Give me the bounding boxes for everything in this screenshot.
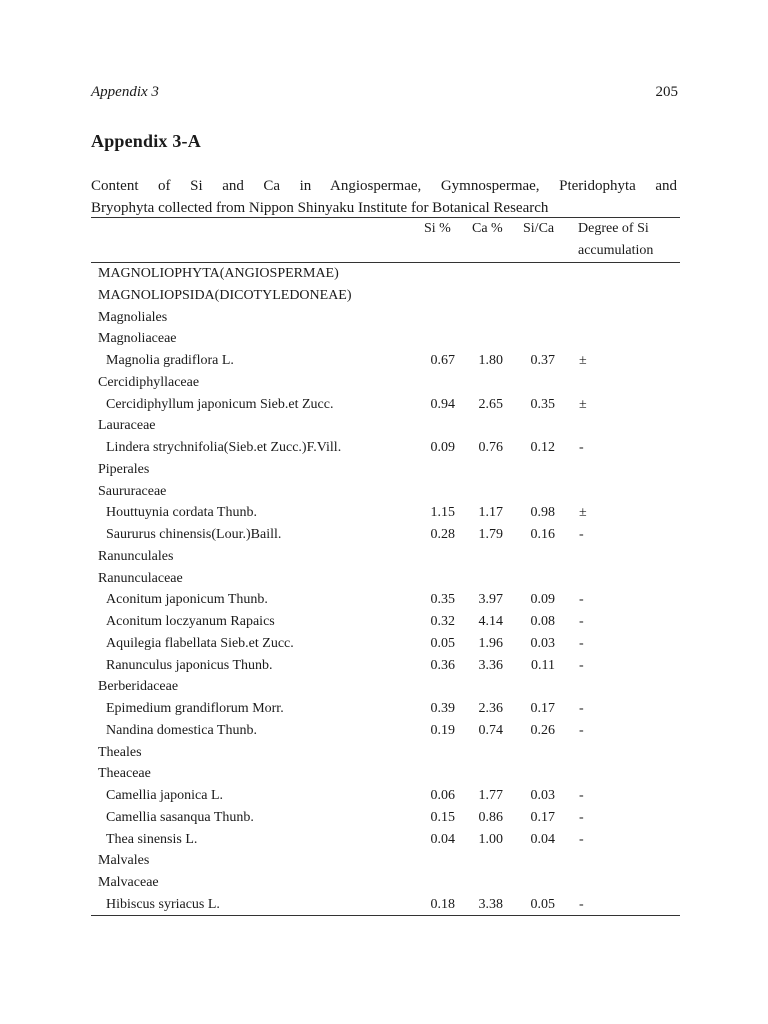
table-row-species bbox=[91, 589, 680, 611]
species-name: Camellia sasanqua Thunb. bbox=[106, 809, 254, 825]
taxon-name: MAGNOLIOPHYTA(ANGIOSPERMAE) bbox=[98, 266, 339, 281]
si-ca-ratio: 0.16 bbox=[530, 527, 555, 542]
si-accumulation-degree: - bbox=[579, 831, 584, 847]
ca-value: 3.38 bbox=[478, 896, 503, 912]
table-bottom-rule bbox=[91, 915, 680, 916]
si-ca-ratio: 0.03 bbox=[530, 635, 555, 651]
table-row-taxon-group bbox=[91, 742, 680, 764]
si-ca-ratio: 0.09 bbox=[530, 592, 555, 608]
taxon-name: Cercidiphyllaceae bbox=[98, 374, 200, 390]
species-name: Camellia japonica L. bbox=[106, 788, 224, 803]
si-value: 0.35 bbox=[430, 592, 455, 608]
species-name: Aconitum japonicum Thunb. bbox=[106, 592, 268, 608]
si-accumulation-degree: ± bbox=[579, 505, 587, 521]
si-accumulation-degree: - bbox=[579, 788, 584, 803]
col-header-degree-line2: accumulation bbox=[578, 243, 654, 258]
table-row-species bbox=[91, 894, 680, 916]
species-name: Hibiscus syriacus L. bbox=[106, 896, 220, 912]
species-name: Thea sinensis L. bbox=[106, 831, 198, 847]
si-ca-ratio: 0.35 bbox=[530, 396, 555, 412]
ca-value: 2.36 bbox=[478, 701, 503, 716]
table-row-species bbox=[91, 502, 680, 524]
si-ca-ratio: 0.26 bbox=[530, 722, 555, 738]
table-row-taxon-group bbox=[91, 872, 680, 894]
si-value: 0.18 bbox=[430, 896, 455, 912]
col-header-ca: Ca % bbox=[472, 221, 503, 236]
ca-value: 2.65 bbox=[478, 396, 503, 412]
taxon-name: Berberidaceae bbox=[98, 679, 179, 695]
ca-value: 0.74 bbox=[478, 722, 503, 738]
table-row-taxon-group bbox=[91, 568, 680, 590]
table-row-taxon-group bbox=[91, 415, 680, 437]
si-value: 0.15 bbox=[430, 809, 455, 825]
taxon-name: Ranunculales bbox=[98, 548, 174, 564]
table-row-species bbox=[91, 611, 680, 633]
si-ca-ratio: 0.04 bbox=[530, 831, 555, 847]
si-ca-ratio: 0.37 bbox=[530, 353, 555, 368]
table-row-species bbox=[91, 350, 680, 372]
si-value: 0.32 bbox=[430, 614, 455, 629]
si-value: 0.04 bbox=[430, 831, 455, 847]
si-ca-ratio: 0.17 bbox=[530, 701, 555, 716]
si-value: 0.19 bbox=[430, 722, 455, 738]
table-row-species bbox=[91, 807, 680, 829]
ca-value: 1.79 bbox=[478, 527, 503, 542]
si-accumulation-degree: - bbox=[579, 440, 584, 455]
table-row-taxon-group bbox=[91, 546, 680, 568]
species-name: Lindera strychnifolia(Sieb.et Zucc.)F.Vill. bbox=[106, 440, 342, 455]
table-row-taxon-group bbox=[91, 263, 680, 285]
ca-value: 1.80 bbox=[478, 353, 503, 368]
col-header-sica: Si/Ca bbox=[523, 221, 555, 236]
si-ca-ratio: 0.03 bbox=[530, 788, 555, 803]
table-row-species bbox=[91, 633, 680, 655]
si-ca-ratio: 0.11 bbox=[531, 657, 555, 673]
species-name: Saururus chinensis(Lour.)Baill. bbox=[106, 527, 282, 542]
taxon-name: MAGNOLIOPSIDA(DICOTYLEDONEAE) bbox=[98, 287, 352, 303]
caption-line-1: Content of Si and Ca in Angiospermae, Gymnospermae, Pteridophyta and bbox=[91, 178, 677, 194]
taxon-name: Magnoliales bbox=[98, 309, 168, 325]
si-accumulation-degree: - bbox=[579, 722, 584, 738]
si-accumulation-degree: - bbox=[579, 635, 584, 651]
si-value: 0.94 bbox=[430, 396, 455, 412]
table-row-taxon-group bbox=[91, 372, 680, 394]
table-top-rule bbox=[91, 217, 680, 218]
table-row-species bbox=[91, 785, 680, 807]
taxon-name: Lauraceae bbox=[98, 418, 156, 434]
taxon-name: Saururaceae bbox=[98, 483, 167, 499]
si-value: 1.15 bbox=[430, 505, 455, 521]
si-accumulation-degree: - bbox=[579, 527, 584, 542]
running-head: Appendix 3 bbox=[91, 84, 159, 100]
species-name: Epimedium grandiflorum Morr. bbox=[106, 701, 284, 716]
table-caption bbox=[91, 175, 677, 219]
taxon-name: Magnoliaceae bbox=[98, 331, 177, 347]
taxon-name: Malvales bbox=[98, 853, 150, 869]
table-row-species bbox=[91, 394, 680, 416]
taxon-name: Theales bbox=[98, 744, 142, 760]
table-row-taxon-group bbox=[91, 459, 680, 481]
si-accumulation-degree: - bbox=[579, 896, 584, 912]
si-accumulation-degree: - bbox=[579, 592, 584, 608]
si-accumulation-degree: - bbox=[579, 657, 584, 673]
data-table-body bbox=[91, 263, 680, 916]
table-row-taxon-group bbox=[91, 285, 680, 307]
table-row-species bbox=[91, 720, 680, 742]
si-accumulation-degree: ± bbox=[579, 353, 587, 368]
species-name: Nandina domestica Thunb. bbox=[106, 722, 257, 738]
section-title: Appendix 3-A bbox=[91, 131, 201, 151]
page-number: 205 bbox=[655, 84, 678, 100]
si-accumulation-degree: - bbox=[579, 701, 584, 716]
species-name: Houttuynia cordata Thunb. bbox=[106, 505, 257, 521]
table-row-taxon-group bbox=[91, 481, 680, 503]
table-row-species bbox=[91, 655, 680, 677]
si-value: 0.06 bbox=[430, 788, 455, 803]
si-ca-ratio: 0.17 bbox=[530, 809, 555, 825]
table-row-taxon-group bbox=[91, 676, 680, 698]
taxon-name: Theaceae bbox=[98, 766, 151, 782]
col-header-degree-line1: Degree of Si bbox=[578, 221, 649, 236]
si-ca-ratio: 0.98 bbox=[530, 505, 555, 521]
species-name: Cercidiphyllum japonicum Sieb.et Zucc. bbox=[106, 396, 334, 412]
si-value: 0.09 bbox=[430, 440, 455, 455]
taxon-name: Malvaceae bbox=[98, 875, 159, 890]
si-ca-ratio: 0.05 bbox=[530, 896, 555, 912]
table-row-taxon-group bbox=[91, 307, 680, 329]
ca-value: 1.17 bbox=[478, 505, 503, 521]
ca-value: 1.77 bbox=[478, 788, 503, 803]
si-accumulation-degree: ± bbox=[579, 396, 587, 412]
si-value: 0.05 bbox=[430, 635, 455, 651]
ca-value: 3.36 bbox=[478, 657, 503, 673]
si-accumulation-degree: - bbox=[579, 614, 584, 629]
si-value: 0.28 bbox=[430, 527, 455, 542]
table-row-species bbox=[91, 437, 680, 459]
si-ca-ratio: 0.08 bbox=[530, 614, 555, 629]
ca-value: 1.00 bbox=[478, 831, 503, 847]
table-row-species bbox=[91, 698, 680, 720]
table-row-taxon-group bbox=[91, 850, 680, 872]
col-header-si: Si % bbox=[424, 221, 451, 236]
ca-value: 0.86 bbox=[478, 809, 503, 825]
ca-value: 3.97 bbox=[478, 592, 503, 608]
ca-value: 4.14 bbox=[478, 614, 503, 629]
si-ca-ratio: 0.12 bbox=[530, 440, 555, 455]
table-row-species bbox=[91, 829, 680, 851]
table-row-species bbox=[91, 524, 680, 546]
si-value: 0.36 bbox=[430, 657, 455, 673]
species-name: Aconitum loczyanum Rapaics bbox=[106, 614, 275, 629]
species-name: Ranunculus japonicus Thunb. bbox=[106, 657, 273, 673]
caption-line-2: Bryophyta collected from Nippon Shinyaku Institute for Botanical Research bbox=[91, 200, 549, 216]
si-value: 0.39 bbox=[430, 701, 455, 716]
ca-value: 1.96 bbox=[478, 635, 503, 651]
si-value: 0.67 bbox=[430, 353, 455, 368]
table-row-taxon-group bbox=[91, 763, 680, 785]
species-name: Aquilegia flabellata Sieb.et Zucc. bbox=[106, 635, 294, 651]
species-name: Magnolia gradiflora L. bbox=[106, 353, 234, 368]
table-row-taxon-group bbox=[91, 328, 680, 350]
ca-value: 0.76 bbox=[478, 440, 503, 455]
taxon-name: Ranunculaceae bbox=[98, 570, 183, 586]
taxon-name: Piperales bbox=[98, 461, 150, 477]
si-accumulation-degree: - bbox=[579, 809, 584, 825]
